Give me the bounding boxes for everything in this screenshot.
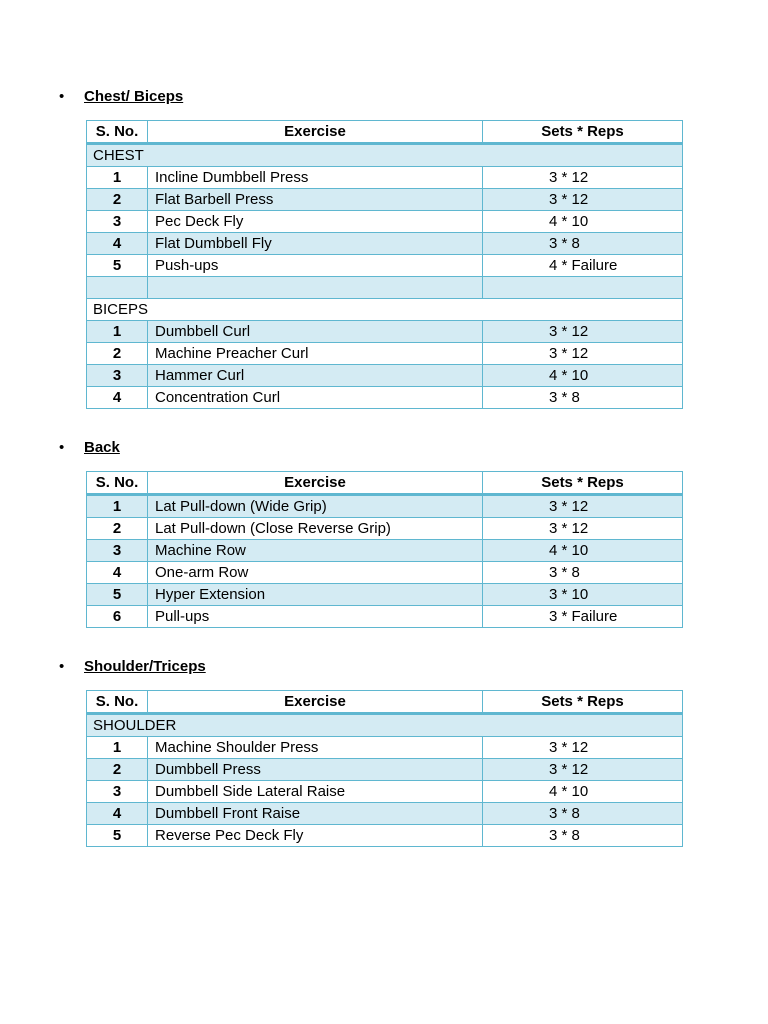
section-heading: Chest/ Biceps xyxy=(84,88,184,105)
sets-reps: 3 * 8 xyxy=(483,825,683,847)
header-exercise: Exercise xyxy=(148,121,483,144)
exercise-name: Incline Dumbbell Press xyxy=(148,167,483,189)
exercise-name: Push-ups xyxy=(148,255,483,277)
table-row xyxy=(87,255,683,277)
table-row xyxy=(87,606,683,628)
sets-reps: 3 * 12 xyxy=(483,343,683,365)
row-number: 3 xyxy=(87,540,148,562)
sets-reps: 3 * 12 xyxy=(483,167,683,189)
section-shoulder-triceps xyxy=(0,656,768,844)
exercise-name: Lat Pull-down (Wide Grip) xyxy=(148,495,483,518)
header-exercise: Exercise xyxy=(148,472,483,495)
blank-row xyxy=(87,277,683,299)
exercise-name: Lat Pull-down (Close Reverse Grip) xyxy=(148,518,483,540)
row-number: 5 xyxy=(87,584,148,606)
exercise-name: Flat Barbell Press xyxy=(148,189,483,211)
table-row xyxy=(87,167,683,189)
exercise-name: Dumbbell Side Lateral Raise xyxy=(148,781,483,803)
exercise-name: Hammer Curl xyxy=(148,365,483,387)
sets-reps: 4 * Failure xyxy=(483,255,683,277)
table-row xyxy=(87,518,683,540)
table-row xyxy=(87,189,683,211)
row-number: 3 xyxy=(87,781,148,803)
sets-reps: 3 * 8 xyxy=(483,387,683,409)
sets-reps: 3 * 8 xyxy=(483,803,683,825)
exercise-name: Flat Dumbbell Fly xyxy=(148,233,483,255)
table-row xyxy=(87,343,683,365)
table-row xyxy=(87,233,683,255)
sets-reps: 4 * 10 xyxy=(483,211,683,233)
table-row xyxy=(87,781,683,803)
group-label: SHOULDER xyxy=(87,714,683,737)
table-header-row xyxy=(87,691,683,714)
section-chest-biceps xyxy=(0,86,768,406)
exercise-name: Dumbbell Press xyxy=(148,759,483,781)
header-sets-reps: Sets * Reps xyxy=(483,691,683,714)
table-row xyxy=(87,825,683,847)
exercise-name: Machine Preacher Curl xyxy=(148,343,483,365)
header-sno: S. No. xyxy=(87,121,148,144)
table-row xyxy=(87,495,683,518)
row-number: 4 xyxy=(87,233,148,255)
table-row xyxy=(87,584,683,606)
sets-reps: 3 * 12 xyxy=(483,518,683,540)
exercise-name: Dumbbell Front Raise xyxy=(148,803,483,825)
row-number: 4 xyxy=(87,387,148,409)
exercise-name: Machine Shoulder Press xyxy=(148,737,483,759)
table-header-row xyxy=(87,472,683,495)
row-number: 2 xyxy=(87,343,148,365)
table-row xyxy=(87,803,683,825)
row-number: 5 xyxy=(87,825,148,847)
exercise-name: Concentration Curl xyxy=(148,387,483,409)
exercise-table xyxy=(86,471,683,628)
group-label: CHEST xyxy=(87,144,683,167)
row-number: 4 xyxy=(87,803,148,825)
header-sets-reps: Sets * Reps xyxy=(483,121,683,144)
section-heading: Shoulder/Triceps xyxy=(84,658,206,675)
sets-reps: 3 * 12 xyxy=(483,321,683,343)
sets-reps: 4 * 10 xyxy=(483,540,683,562)
row-number: 1 xyxy=(87,167,148,189)
sets-reps: 3 * Failure xyxy=(483,606,683,628)
header-sets-reps: Sets * Reps xyxy=(483,472,683,495)
row-number: 1 xyxy=(87,321,148,343)
row-number: 4 xyxy=(87,562,148,584)
table-row xyxy=(87,540,683,562)
sets-reps: 4 * 10 xyxy=(483,365,683,387)
header-sno: S. No. xyxy=(87,691,148,714)
row-number: 5 xyxy=(87,255,148,277)
section-heading: Back xyxy=(84,439,120,456)
table-row xyxy=(87,562,683,584)
exercise-name: Hyper Extension xyxy=(148,584,483,606)
exercise-name: Dumbbell Curl xyxy=(148,321,483,343)
table-row xyxy=(87,759,683,781)
header-sno: S. No. xyxy=(87,472,148,495)
row-number: 3 xyxy=(87,365,148,387)
sets-reps: 3 * 10 xyxy=(483,584,683,606)
row-number: 1 xyxy=(87,737,148,759)
group-row xyxy=(87,299,683,321)
group-row xyxy=(87,144,683,167)
sets-reps: 3 * 12 xyxy=(483,189,683,211)
row-number: 2 xyxy=(87,189,148,211)
sets-reps: 4 * 10 xyxy=(483,781,683,803)
table-row xyxy=(87,365,683,387)
exercise-name: One-arm Row xyxy=(148,562,483,584)
table-row xyxy=(87,387,683,409)
sets-reps: 3 * 12 xyxy=(483,495,683,518)
sets-reps: 3 * 12 xyxy=(483,737,683,759)
section-back xyxy=(0,437,768,625)
bullet-icon: • xyxy=(59,88,65,105)
table-row xyxy=(87,211,683,233)
sets-reps: 3 * 8 xyxy=(483,562,683,584)
exercise-name: Machine Row xyxy=(148,540,483,562)
exercise-table xyxy=(86,120,683,409)
bullet-icon: • xyxy=(59,658,65,675)
table-row xyxy=(87,321,683,343)
group-row xyxy=(87,714,683,737)
row-number: 2 xyxy=(87,759,148,781)
table-row xyxy=(87,737,683,759)
row-number: 6 xyxy=(87,606,148,628)
row-number: 1 xyxy=(87,495,148,518)
exercise-name: Pull-ups xyxy=(148,606,483,628)
group-label: BICEPS xyxy=(87,299,683,321)
row-number: 3 xyxy=(87,211,148,233)
sets-reps: 3 * 8 xyxy=(483,233,683,255)
row-number: 2 xyxy=(87,518,148,540)
exercise-name: Pec Deck Fly xyxy=(148,211,483,233)
bullet-icon: • xyxy=(59,439,65,456)
exercise-table xyxy=(86,690,683,847)
sets-reps: 3 * 12 xyxy=(483,759,683,781)
exercise-name: Reverse Pec Deck Fly xyxy=(148,825,483,847)
header-exercise: Exercise xyxy=(148,691,483,714)
table-header-row xyxy=(87,121,683,144)
